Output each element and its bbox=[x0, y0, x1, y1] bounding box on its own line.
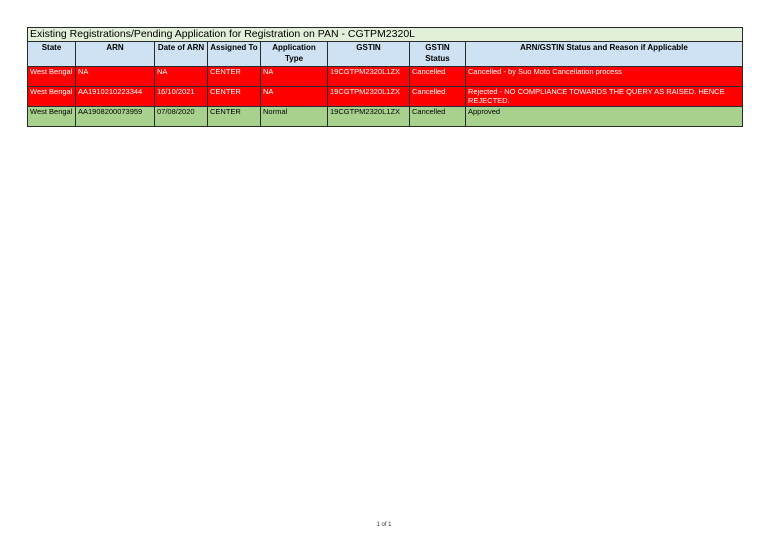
header-application-type: Application Type bbox=[261, 42, 328, 67]
cell-arn: AA1910210223344 bbox=[76, 87, 155, 107]
cell-status-reason: Approved bbox=[466, 107, 743, 127]
cell-arn: AA1908200073959 bbox=[76, 107, 155, 127]
page-number: 1 of 1 bbox=[376, 522, 392, 528]
cell-gstin-status: Cancelled bbox=[410, 87, 466, 107]
table-row bbox=[28, 107, 743, 127]
cell-state: West Bengal bbox=[28, 87, 76, 107]
header-status-reason: ARN/GSTIN Status and Reason if Applicable bbox=[466, 42, 743, 67]
cell-assigned-to: CENTER bbox=[208, 107, 261, 127]
header-row bbox=[28, 42, 743, 67]
cell-assigned-to: CENTER bbox=[208, 87, 261, 107]
header-arn: ARN bbox=[76, 42, 155, 67]
cell-date-of-arn: NA bbox=[155, 67, 208, 87]
cell-state: West Bengal bbox=[28, 67, 76, 87]
table-row bbox=[28, 67, 743, 87]
cell-date-of-arn: 16/10/2021 bbox=[155, 87, 208, 107]
cell-gstin: 19CGTPM2320L1ZX bbox=[328, 67, 410, 87]
cell-assigned-to: CENTER bbox=[208, 67, 261, 87]
cell-status-reason: Rejected - NO COMPLIANCE TOWARDS THE QUERY AS RAISED. HENCE REJECTED. bbox=[466, 87, 743, 107]
cell-application-type: Normal bbox=[261, 107, 328, 127]
cell-date-of-arn: 07/08/2020 bbox=[155, 107, 208, 127]
cell-gstin-status: Cancelled bbox=[410, 67, 466, 87]
table-title: Existing Registrations/Pending Application for Registration on PAN - CGTPM2320L bbox=[28, 28, 743, 42]
cell-state: West Bengal bbox=[28, 107, 76, 127]
header-state: State bbox=[28, 42, 76, 67]
header-assigned-to: Assigned To bbox=[208, 42, 261, 67]
cell-status-reason: Cancelled - by Suo Moto Cancellation process bbox=[466, 67, 743, 87]
cell-application-type: NA bbox=[261, 67, 328, 87]
cell-gstin: 19CGTPM2320L1ZX bbox=[328, 87, 410, 107]
registrations-table bbox=[27, 27, 743, 127]
header-date-of-arn: Date of ARN bbox=[155, 42, 208, 67]
cell-gstin: 19CGTPM2320L1ZX bbox=[328, 107, 410, 127]
header-gstin: GSTIN bbox=[328, 42, 410, 67]
cell-application-type: NA bbox=[261, 87, 328, 107]
header-gstin-status: GSTIN Status bbox=[410, 42, 466, 67]
table-row bbox=[28, 87, 743, 107]
cell-gstin-status: Cancelled bbox=[410, 107, 466, 127]
cell-arn: NA bbox=[76, 67, 155, 87]
